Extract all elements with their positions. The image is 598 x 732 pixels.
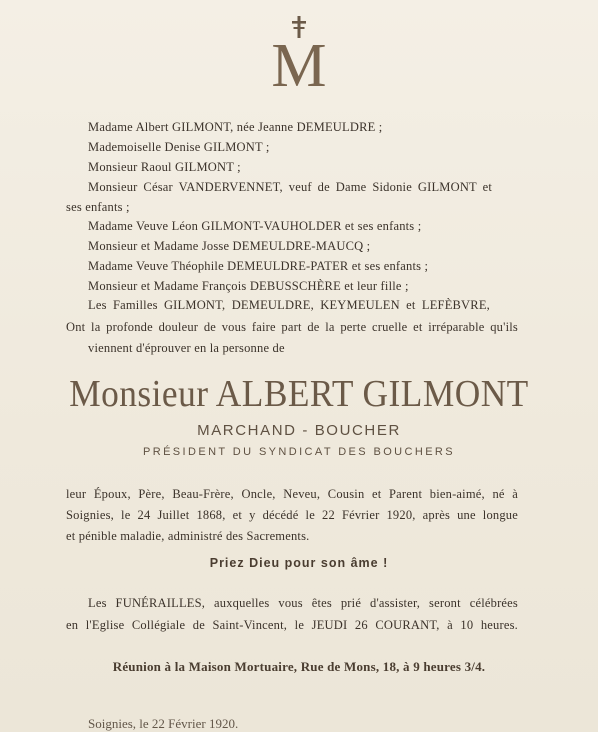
funeral-line: en l'Eglise Collégiale de Saint-Vincent, le JEUDI 26 COURANT, à 10 heures.	[66, 618, 518, 632]
deceased-function: PRÉSIDENT DU SYNDICAT DES BOUCHERS	[142, 446, 456, 458]
monogram-letter: M	[271, 32, 327, 94]
reunion-line: Réunion à la Maison Mortuaire, Rue de Mons, 18, à 9 heures 3/4.	[112, 659, 486, 674]
deceased-name: Monsieur ALBERT GILMONT	[69, 373, 529, 415]
deceased-profession: MARCHAND - BOUCHER	[197, 422, 401, 439]
dateline: Soignies, le 22 Février 1920.	[88, 716, 239, 731]
funeral-line: Les FUNÉRAILLES, auxquelles vous êtes prié d'assister, seront célébrées	[88, 596, 518, 610]
monogram-m-cross-icon	[254, 14, 344, 94]
family-line: Madame Albert GILMONT, née Jeanne DEMEULDRE ;	[88, 120, 383, 134]
family-line: Monsieur Raoul GILMONT ;	[88, 160, 241, 174]
family-line: Madame Veuve Théophile DEMEULDRE-PATER et ses enfants ;	[88, 259, 429, 273]
prayer-line: Priez Dieu pour son âme !	[209, 556, 389, 570]
details-line: leur Époux, Père, Beau-Frère, Oncle, Neveu, Cousin et Parent bien-aimé, né à	[66, 487, 518, 501]
details-line: Soignies, le 24 Juillet 1868, et y décédé le 22 Février 1920, après une longue	[66, 508, 518, 522]
family-line: viennent d'éprouver en la personne de	[88, 341, 285, 355]
family-line: Monsieur et Madame Josse DEMEULDRE-MAUCQ ;	[88, 239, 371, 253]
family-line: Ont la profonde douleur de vous faire part de la perte cruelle et irréparable qu'ils	[66, 320, 518, 334]
family-line: Monsieur et Madame François DEBUSSCHÈRE et leur fille ;	[88, 279, 409, 293]
family-line: ses enfants ;	[66, 200, 130, 214]
family-line: Mademoiselle Denise GILMONT ;	[88, 140, 270, 154]
family-line: Monsieur César VANDERVENNET, veuf de Dame Sidonie GILMONT et	[88, 180, 492, 194]
monogram	[0, 14, 598, 94]
family-line: Les Familles GILMONT, DEMEULDRE, KEYMEULEN et LEFÈBVRE,	[88, 298, 490, 312]
family-line: Madame Veuve Léon GILMONT-VAUHOLDER et ses enfants ;	[88, 219, 422, 233]
details-line: et pénible maladie, administré des Sacrements.	[66, 529, 310, 543]
